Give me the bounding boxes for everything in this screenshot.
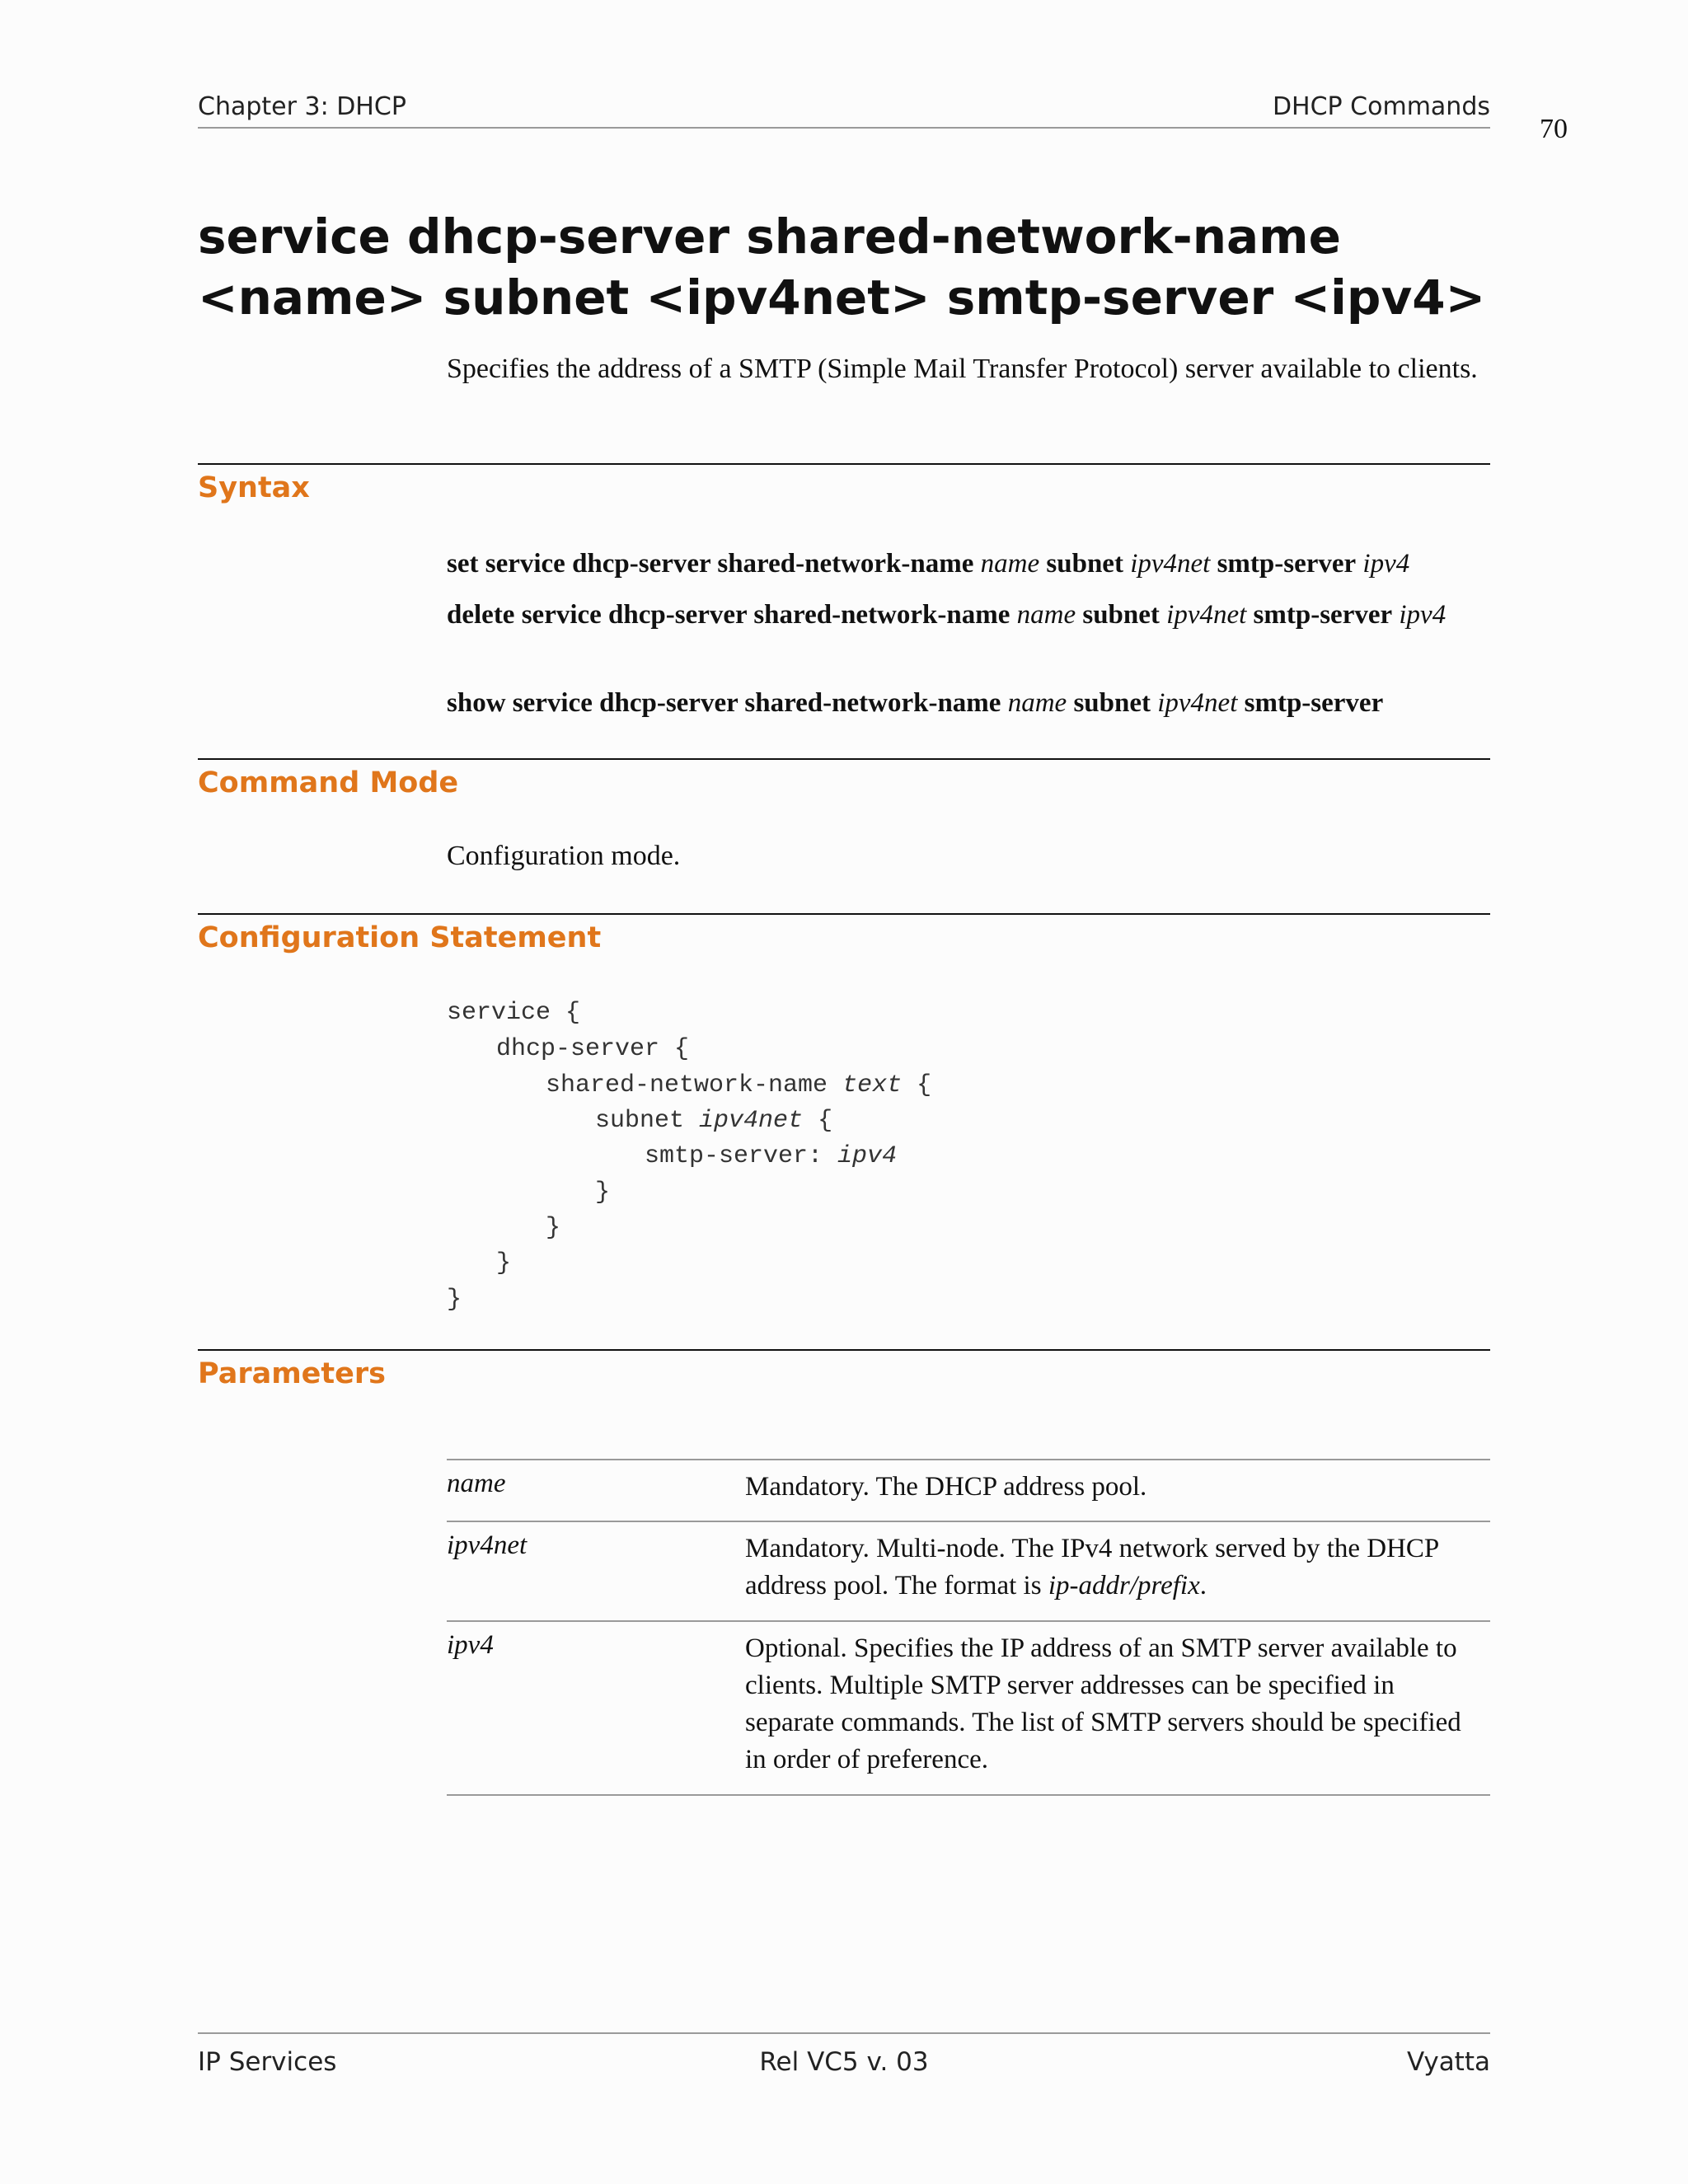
syntax-arg: ipv4net [1166,600,1247,630]
syntax-arg: name [1007,688,1067,718]
syntax-keyword: set service dhcp-server shared-network-name [447,549,974,579]
param-name: ipv4 [447,1630,494,1660]
footer-center: Rel VC5 v. 03 [759,2047,929,2077]
table-rule [447,1459,1490,1460]
table-rule [447,1521,1490,1522]
syntax-keyword: smtp-server [1217,549,1357,579]
config-line: dhcp-server { [496,1035,690,1063]
syntax-arg: name [1016,600,1076,630]
section-heading-config: Configuration Statement [198,921,602,954]
syntax-arg: name [980,549,1040,579]
syntax-delete [447,597,1477,634]
syntax-arg: ipv4net [1130,549,1211,579]
config-line: subnet ipv4net { [595,1107,833,1135]
section-heading-syntax: Syntax [198,471,310,504]
running-header-chapter: Chapter 3: DHCP [198,92,406,121]
running-header-section: DHCP Commands [1272,92,1490,121]
config-line: service { [447,999,581,1027]
section-rule-command-mode [198,758,1490,760]
page-title: service dhcp-server shared-network-name <name> subnet <ipv4net> smtp-server <ipv4> [198,209,1486,326]
footer-rule [198,2032,1490,2034]
syntax-keyword: smtp-server [1253,600,1393,630]
param-name: name [447,1469,506,1498]
section-heading-parameters: Parameters [198,1357,386,1390]
page-number: 70 [1540,114,1568,144]
param-description: Optional. Specifies the IP address of an SMTP server available to clients. Multiple SMTP server addresses can be specified in separate commands. The list of SMTP servers should be specified in order of preference. [745,1633,1461,1774]
param-name: ipv4net [447,1530,528,1560]
table-rule [447,1620,1490,1622]
command-mode-text: Configuration mode. [447,841,681,871]
syntax-arg: ipv4net [1157,688,1238,718]
section-rule-parameters [198,1349,1490,1351]
config-close-brace: } [595,1179,611,1207]
config-line: smtp-server: ipv4 [645,1142,898,1170]
intro-paragraph: Specifies the address of a SMTP (Simple Mail Transfer Protocol) server available to clients. [447,354,1478,384]
syntax-keyword: subnet [1073,688,1151,718]
section-rule-config [198,913,1490,915]
config-close-brace: } [546,1214,561,1242]
syntax-show [447,685,1493,722]
section-heading-command-mode: Command Mode [198,766,459,799]
footer-right: Vyatta [1406,2047,1490,2077]
config-line: shared-network-name text { [546,1071,932,1099]
param-description: Mandatory. The DHCP address pool. [745,1472,1147,1502]
param-description: Mandatory. Multi-node. The IPv4 network served by the DHCP address pool. The format is ip-addr/prefix. [745,1534,1439,1601]
header-rule [198,127,1490,129]
config-close-brace: } [447,1286,462,1314]
config-close-brace: } [496,1249,512,1277]
syntax-keyword: subnet [1046,549,1123,579]
syntax-keyword: show service dhcp-server shared-network-name [447,688,1001,718]
syntax-keyword: subnet [1082,600,1160,630]
syntax-keyword: smtp-server [1244,688,1384,718]
syntax-set [447,546,1493,583]
table-rule [447,1794,1490,1796]
footer-left: IP Services [198,2047,337,2077]
section-rule-syntax [198,463,1490,465]
syntax-arg: ipv4 [1362,549,1410,579]
syntax-keyword: delete service dhcp-server shared-network-name [447,600,1010,630]
syntax-arg: ipv4 [1399,600,1447,630]
